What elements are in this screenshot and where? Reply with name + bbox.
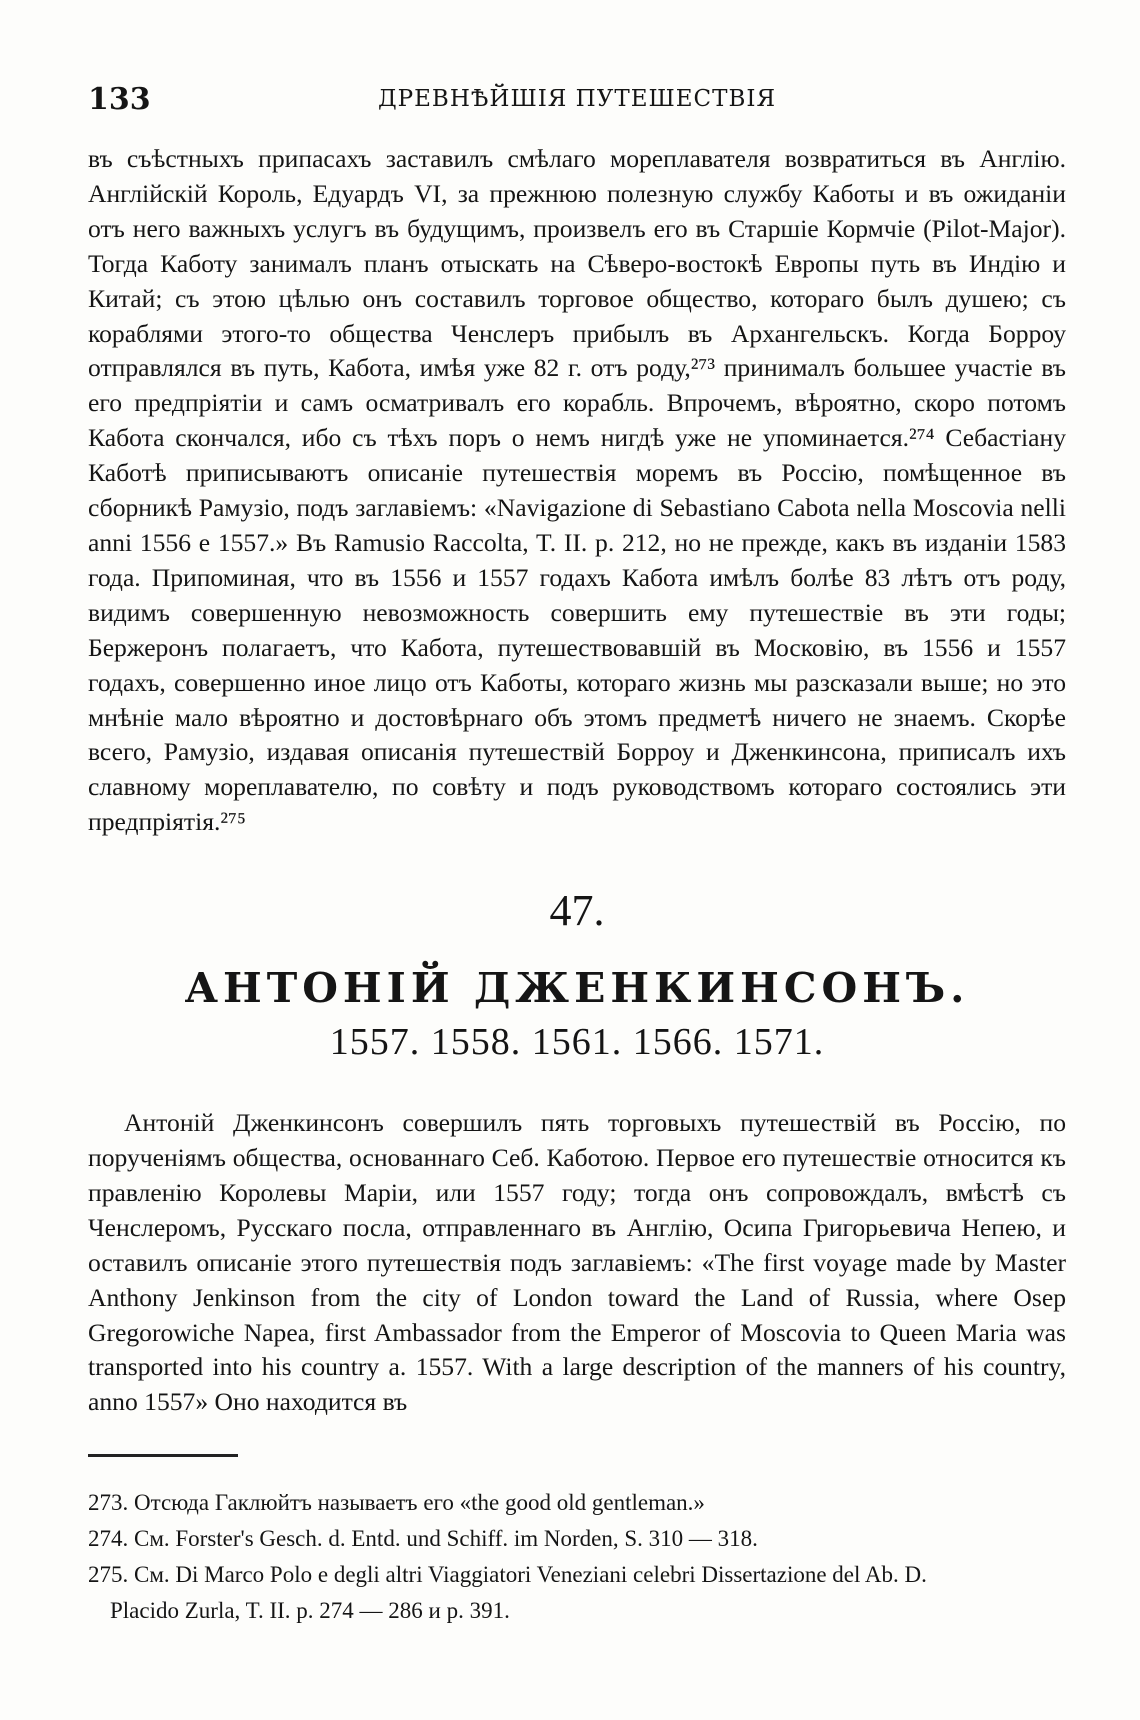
running-title: ДРЕВНѢЙШІЯ ПУТЕШЕСТВІЯ [377,86,777,112]
page-header [88,82,1066,142]
footnote-273: 273. Отсюда Гаклюйтъ называетъ его «the good old gentleman.» [88,1490,705,1516]
chapter-number: 47. [549,886,605,936]
footnotes [88,1485,1066,1629]
body-paragraph-1: въ съѣстныхъ припасахъ заставилъ смѣлаго мореплавателя возвратиться въ Англію. Англійскій Король, Едуардъ VI, за прежнюю полезную службу Каботы и въ ожиданіи отъ него важныхъ услугъ въ будущимъ, произвелъ его въ Старшіе Кормчіе (Pilot-Major). Тогда Каботу занималъ планъ отыскать на Сѣверо-востокѣ Европы путь въ Индію и Китай; съ этою цѣлью онъ составилъ торговое общество, котораго былъ душею; съ кораблями этого-то общества Ченслеръ прибылъ въ Архангельскъ. Когда Борроу отправлялся въ путь, Кабота, имѣя уже 82 г. отъ роду,²⁷³ принималъ большее участіе въ его предпріятіи и самъ осматривалъ его корабль. Впрочемъ, вѣроятно, скоро потомъ Кабота скончался, ибо съ тѣхъ поръ о немъ нигдѣ уже не упоминается.²⁷⁴ Себастіану Каботѣ приписываютъ описаніе путешествія моремъ въ Россію, помѣщенное въ сборникѣ Рамузіо, подъ заглавіемъ: «Navigazione di Sebastiano Cabota nella Moscovia nelli anni 1556 e 1557.» Въ Ramusio Raccolta, T. II. p. 212, но не прежде, какъ въ изданіи 1583 года. Припоминая, что въ 1556 и 1557 годахъ Кабота имѣлъ болѣе 83 лѣтъ отъ роду, видимъ совершенную невозможность совершить ему путешествіе въ эти годы; Бержеронъ полагаетъ, что Кабота, путешествовавшій въ Московію, въ 1556 и 1557 годахъ, совершенно иное лицо отъ Каботы, котораго жизнь мы разсказали выше; но это мнѣніе мало вѣроятно и достовѣрнаго объ этомъ предметѣ ничего не знаемъ. Скорѣе всего, Рамузіо, издавая описанія путешествій Борроу и Дженкинсона, приписалъ ихъ славному мореплавателю, по совѣту и подъ руководствомъ котораго состоялись эти предпріятія.²⁷⁵ [88,144,1066,837]
footnote-275: 275. См. Di Marco Polo e degli altri Viaggiatori Veneziani celebri Dissertazione del Ab. D. [88,1562,927,1588]
footnote-divider [88,1454,238,1457]
footnote-275-continued: Placido Zurla, T. II. p. 274 — 286 и p. 391. [110,1598,510,1624]
page-number: 133 [88,82,151,117]
body-paragraph-2: Антоній Дженкинсонъ совершилъ пять торговыхъ путешествій въ Россію, по порученіямъ общества, основаннаго Себ. Каботою. Первое его путешествіе относится къ правленію Королевы Маріи, или 1557 году; тогда онъ сопровождалъ, вмѣстѣ съ Ченслеромъ, Русскаго посла, отправленнаго въ Англію, Осипа Григорьевича Непею, и оставилъ описаніе этого путешествія подъ заглавіемъ: «The first voyage made by Master Anthony Jenkinson from the city of London toward the Land of Russia, where Osep Gregorowiche Napea, first Ambassador from the Emperor of Moscovia to Queen Maria was transported into his country a. 1557. With a large description of the manners of his country, anno 1557» Оно находится въ [88,1108,1066,1417]
footnote-274: 274. См. Forster's Gesch. d. Entd. und Schiff. im Norden, S. 310 — 318. [88,1526,758,1552]
book-page [88,82,1066,1702]
chapter-title: АНТОНІЙ ДЖЕНКИНСОНЪ. [184,964,970,1013]
chapter-years: 1557. 1558. 1561. 1566. 1571. [329,1021,825,1064]
